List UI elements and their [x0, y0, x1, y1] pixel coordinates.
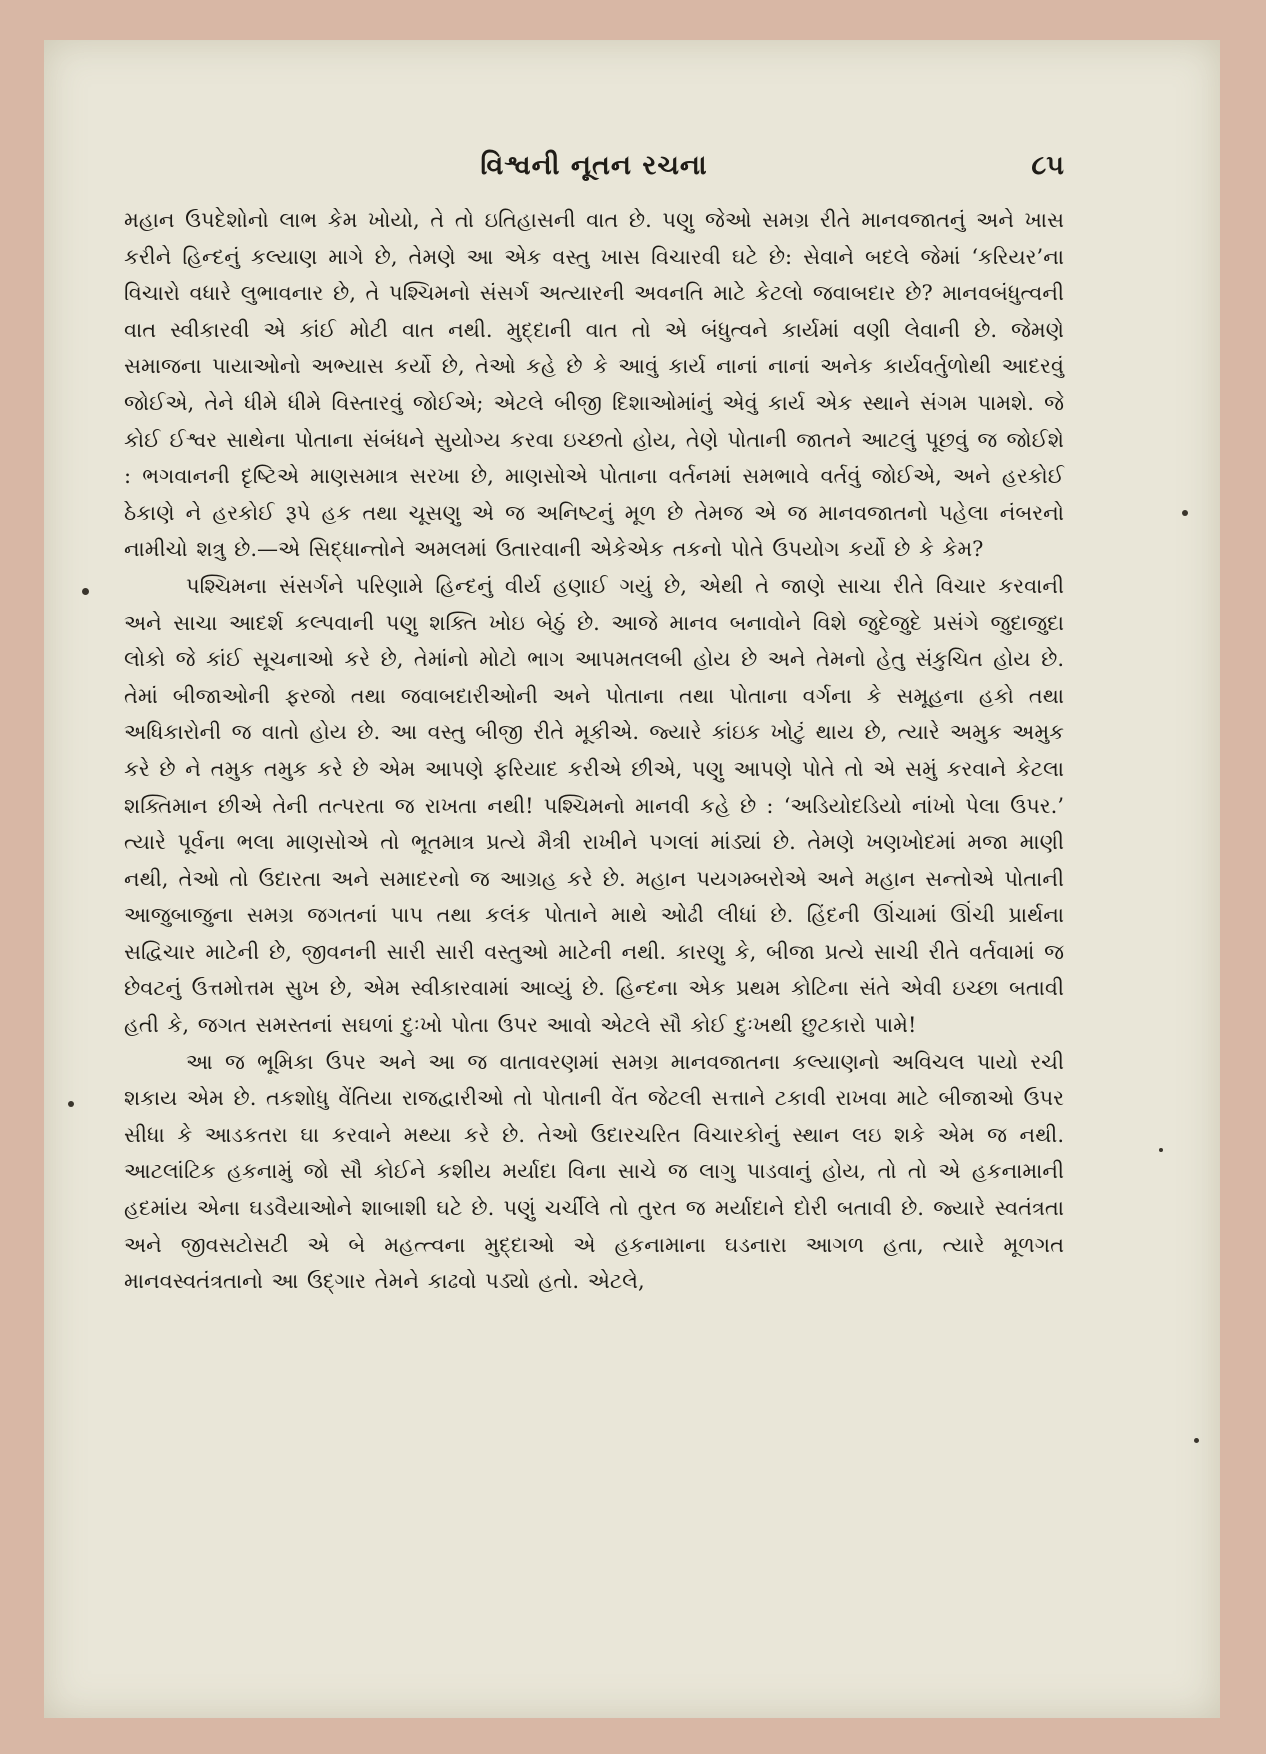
page-number: ૮૫: [1031, 150, 1064, 181]
paragraph-2: પશ્ચિમના સંસર્ગને પરિણામે હિન્દનું વીર્ય હણાઈ ગયું છે, એથી તે જાણે સાચા રીતે વિચાર કરવાની અને સાચા આદર્શ કલ્પવાની પણુ શક્તિ ખોઇ બેઠું છે. આજે માનવ બનાવોને વિશે જુદેજુદે પ્રસંગે જુદાજુદા લોકો જે કાંઈ સૂચનાઓ કરે છે, તેમાંનો મોટો ભાગ આપમતલબી હોય છે અને તેમનો હેતુ સંકુચિત હોય છે. તેમાં બીજાઓની ફરજો તથા જવાબદારીઓની અને પોતાના તથા પોતાના વર્ગના કે સમૂહના હકો તથા અધિકારોની જ વાતો હોય છે. આ વસ્તુ બીજી રીતે મૂકીએ. જ્યારે કાંઇક ખોટું થાય છે, ત્યારે અમુક અમુક કરે છે ને તમુક તમુક કરે છે એમ આપણે ફરિયાદ કરીએ છીએ, પણુ આપણે પોતે તો એ સમું કરવાને કેટલા શક્તિમાન છીએ તેની તત્પરતા જ રાખતા નથી! પશ્ચિમનો માનવી કહે છે : ‘અડિયોદડિયો નાંખો પેલા ઉપર.’ ત્યારે પૂર્વના ભલા માણસોએ તો ભૂતમાત્ર પ્રત્યે મૈત્રી રાખીને પગલાં માંડ્યાં છે. તેમણે ખણખોદમાં મજા માણી નથી, તેઓ તો ઉદારતા અને સમાદરનો જ આગ્રહ કરે છે. મહાન પયગમ્બરોએ અને મહાન સન્તોએ પોતાની આજુબાજુના સમગ્ર જગતનાં પાપ તથા કલંક પોતાને માથે ઓઢી લીધાં છે. હિંદની ઊંચામાં ઊંચી પ્રાર્થના સદ્વિચાર માટેની છે, જીવનની સારી સારી વસ્તુઓ માટેની નથી. કારણુ કે, બીજા પ્રત્યે સાચી રીતે વર્તવામાં જ છેવટનું ઉત્તમોત્તમ સુખ છે, એમ સ્વીકારવામાં આવ્યું છે. હિન્દના એક પ્રથમ કોટિના સંતે એવી ઇચ્છા બતાવી હતી કે, જગત સમસ્તનાં સઘળાં દુઃખો પોતા ઉપર આવો એટલે સૌ કોઈ દુઃખથી છુટકારો પામે!: [124, 573, 1064, 1038]
paragraph-1: મહાન ઉપદેશોનો લાભ કેમ ખોયો, તે તો ઇતિહાસની વાત છે. પણુ જેઓ સમગ્ર રીતે માનવજાતનું અને ખાસ કરીને હિન્દનું કલ્યાણ માગે છે, તેમણે આ એક વસ્તુ ખાસ વિચારવી ઘટે છે: સેવાને બદલે જેમાં ‘કરિયર’ના વિચારો વધારે લુભાવનાર છે, તે પશ્ચિમનો સંસર્ગ અત્યારની અવનતિ માટે કેટલો જવાબદાર છે? માનવબંધુત્વની વાત સ્વીકારવી એ કાંઈ મોટી વાત નથી. મુદ્દાની વાત તો એ બંધુત્વને કાર્યમાં વણી લેવાની છે. જેમણે સમાજના પાયાઓનો અભ્યાસ કર્યો છે, તેઓ કહે છે કે આવું કાર્ય નાનાં નાનાં અનેક કાર્યવર્તુળોથી આદરવું જોઈએ, તેને ધીમે ધીમે વિસ્તારવું જોઈએ; એટલે બીજી દિશાઓમાંનું એવું કાર્ય એક સ્થાને સંગમ પામશે. જે કોઈ ઈશ્વર સાથેના પોતાના સંબંધને સુયોગ્ય કરવા ઇચ્છતો હોય, તેણે પોતાની જાતને આટલું પૂછવું જ જોઈશે : ભગવાનની દૃષ્ટિએ માણસમાત્ર સરખા છે, માણસોએ પોતાના વર્તનમાં સમભાવે વર્તવું જોઈએ, અને હરકોઈ ઠેકાણે ને હરકોઈ રૂપે હક તથા ચૂસણુ એ જ અનિષ્ટનું મૂળ છે તેમજ એ જ માનવજાતનો પહેલા નંબરનો નામીચો શત્રુ છે.—એ સિદ્ધાન્તોને અમલમાં ઉતારવાની એકેએક તકનો પોતે ઉપયોગ કર્યો છે કે કેમ?: [124, 208, 1064, 562]
paper-speck: [1159, 1148, 1163, 1152]
paper-speck: [1194, 1438, 1199, 1443]
paper-speck: [68, 1101, 74, 1107]
page-content: [124, 150, 1064, 1300]
page-header: [124, 150, 1064, 202]
running-title: વિશ્વની નૂતન રચના: [480, 150, 708, 181]
paragraph-3: આ જ ભૂમિકા ઉપર અને આ જ વાતાવરણમાં સમગ્ર માનવજાતના કલ્યાણનો અવિચલ પાયો રચી શકાય એમ છે. તકશોધુ વેંતિયા રાજદ્વારીઓ તો પોતાની વેંત જેટલી સત્તાને ટકાવી રાખવા માટે બીજાઓ ઉપર સીધા કે આડકતરા ઘા કરવાને મથ્યા કરે છે. તેઓ ઉદારચરિત વિચારકોનું સ્થાન લઇ શકે એમ જ નથી. આટલાંટિક હકનામું જો સૌ કોઈને કશીય મર્યાદા વિના સાચે જ લાગુ પાડવાનું હોય, તો તો એ હકનામાની હદમાંય એના ઘડવૈયાઓને શાબાશી ઘટે છે. પણું ચર્ચીલે તો તુરત જ મર્યાદાને દોરી બતાવી છે. જ્યારે સ્વતંત્રતા અને જીવસટોસટી એ બે મહત્ત્વના મુદ્દાઓ એ હકનામાના ઘડનારા આગળ હતા, ત્યારે મૂળગત માનવસ્વતંત્રતાનો આ ઉદ્ગાર તેમને કાઢવો પડ્યો હતો. એટલે,: [124, 1049, 1064, 1294]
paper-speck: [82, 588, 89, 595]
paper-speck: [1182, 510, 1188, 516]
